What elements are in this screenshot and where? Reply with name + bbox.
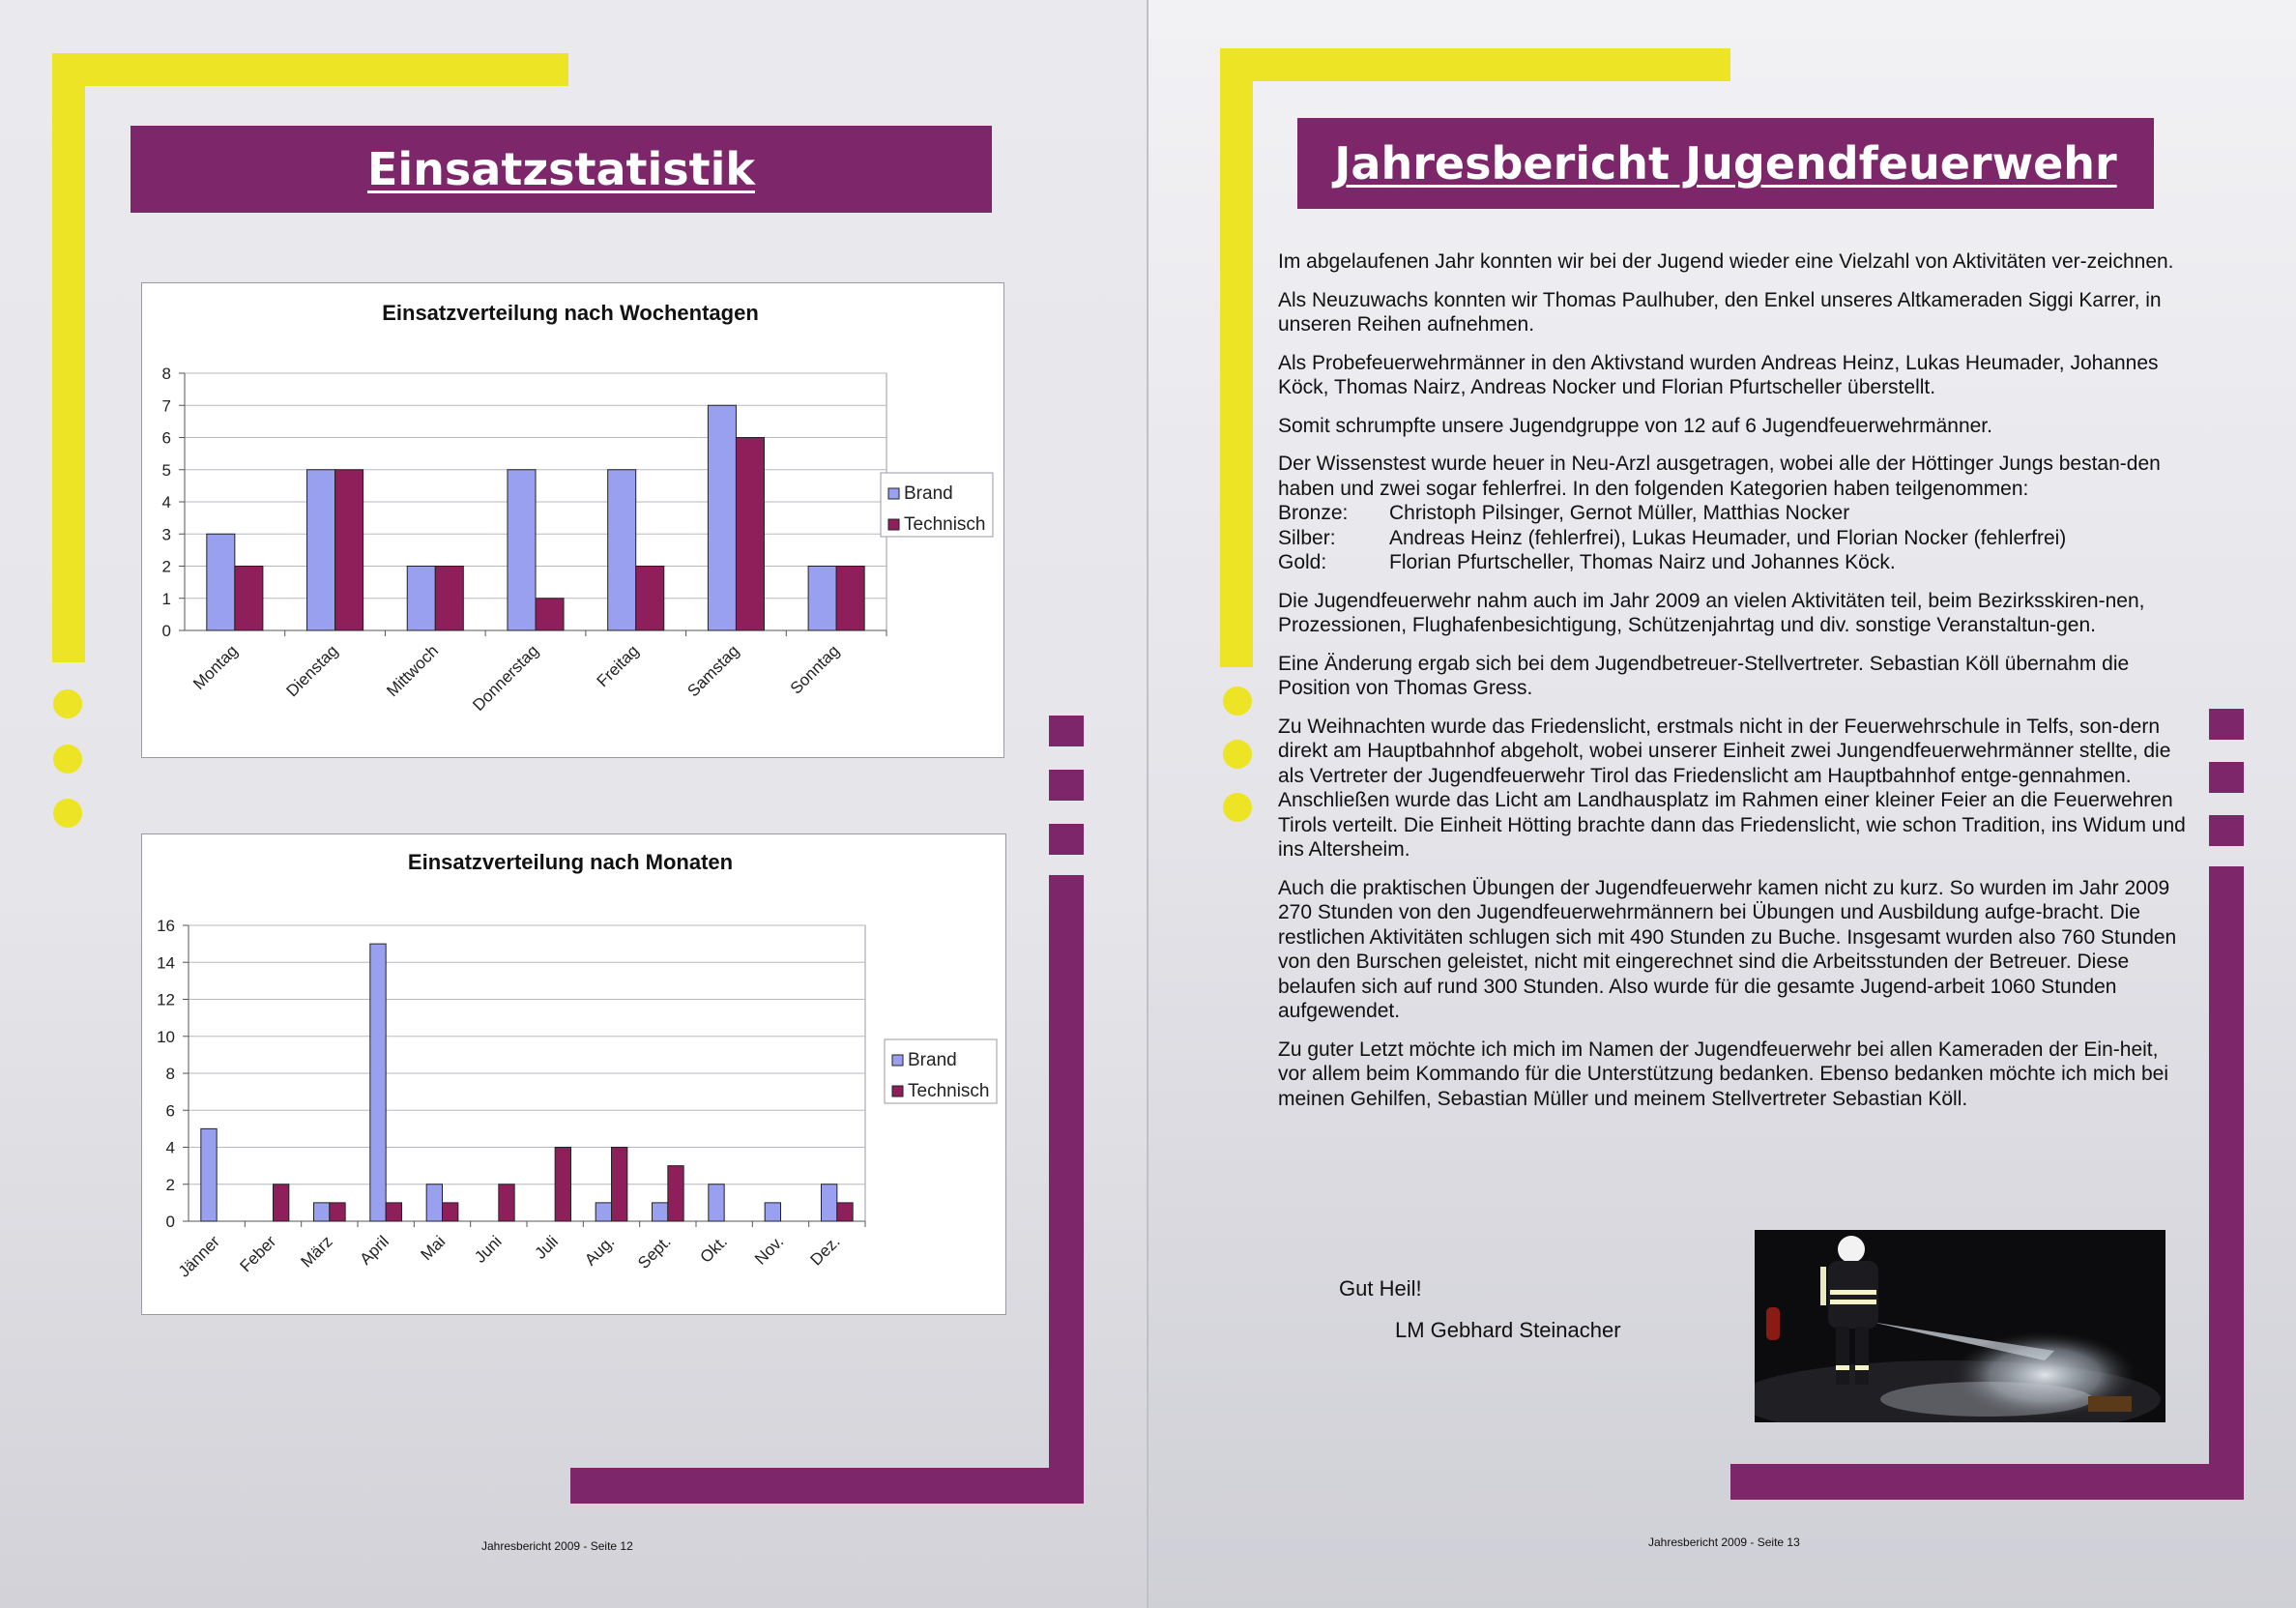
legend-swatch [888,488,899,499]
medal-label: Bronze: [1278,502,1349,524]
y-tick-label: 6 [161,428,171,448]
medal-row-bronze [1278,501,2187,526]
legend-label: Technisch [904,514,986,535]
yellow-frame-top-right [1220,48,1730,81]
bar-brand [201,1128,217,1221]
yellow-frame-side-right [1220,48,1253,667]
signature: LM Gebhard Steinacher [1395,1318,1621,1342]
bar-technisch [335,470,363,630]
x-tick-label: Donnerstag [469,641,542,715]
y-tick-label: 7 [161,396,171,416]
bar-technisch [668,1166,683,1221]
medal-row-gold [1278,550,2187,575]
weekday-chart [141,282,1004,758]
legend-label: Brand [904,483,953,504]
bar-brand [708,405,736,630]
bar-brand [608,470,636,630]
bar-brand [426,1184,442,1221]
medal-label: Silber: [1278,526,1336,549]
bar-technisch [330,1203,345,1221]
y-tick-label: 1 [161,589,171,608]
left-title-bar [131,126,992,213]
bar-technisch [386,1203,401,1221]
x-tick-label: Mai [417,1232,450,1265]
y-tick-label: 6 [165,1101,175,1121]
bar-technisch [736,438,764,631]
paragraph: Auch die praktischen Übungen der Jugendfeuerwehr kamen nicht zu kurz. So wurden im Jahr 2009 270 Stunden von den Jugendfeuerwehrmännern bei Übungen und Ausbildung aufge-bracht. Die restlichen Aktivitäten schlugen sich mit 490 Stunden zu Buche. Insgesamt wurden also 760 Stunden von den Burschen geleistet, nicht mit eingerechnet sind die Arbeitsstunden der Betreuer. Diese belaufen sich auf rund 300 Stunden. Also wurde für die gesamte Jugend-arbeit 1060 Stunden aufgewendet. [1278,876,2177,1022]
x-tick-label: Dienstag [282,641,342,701]
yellow-dot-2 [53,745,82,774]
yellow-frame-side [52,53,85,662]
legend-swatch [892,1086,903,1096]
purple-block-1 [1049,716,1084,746]
y-tick-label: 12 [157,990,175,1009]
medal-names: Florian Pfurtscheller, Thomas Nairz und Johannes Köck. [1389,551,1896,573]
y-tick-label: 0 [161,622,171,640]
x-tick-label: April [356,1232,392,1269]
medal-names: Andreas Heinz (fehlerfrei), Lukas Heumader, und Florian Nocker (fehlerfrei) [1389,526,2067,549]
paragraph: Der Wissenstest wurde heuer in Neu-Arzl ausgetragen, wobei alle der Höttinger Jungs bestan-den haben und zwei sogar fehlerfrei. In den folgenden Kategorien haben teilgenommen: [1278,453,2161,500]
x-tick-label: Dez. [806,1232,844,1270]
paragraph: Zu guter Letzt möchte ich mich im Namen der Jugendfeuerwehr bei allen Kameraden der Ein-heit, vor allem beim Kommando für die Unterstützung bedanken. Ebenso bedanken möchte ich mich bei meinen Gehilfen, Sebastian Müller und meinem Stellvertreter Sebastian Köll. [1278,1038,2169,1110]
legend-swatch [888,519,899,530]
bar-brand [709,1184,724,1221]
x-tick-label: Nov. [751,1232,788,1269]
y-tick-label: 10 [157,1027,175,1046]
y-tick-label: 3 [161,525,171,544]
bar-brand [822,1184,837,1221]
bar-brand [207,534,235,630]
purple-frame-bottom-right [1730,1464,2244,1500]
bar-technisch [536,599,564,630]
firefighter-photo [1755,1230,2165,1422]
y-tick-label: 4 [161,493,171,512]
medal-row-silber [1278,526,2187,551]
x-tick-label: Samstag [683,641,743,701]
bar-brand [314,1203,330,1221]
bar-brand [765,1203,780,1221]
x-tick-label: Sonntag [786,641,843,698]
x-tick-label: Juni [471,1232,506,1267]
yellow-dot-3 [53,799,82,828]
firefighter-photo-drawing [1755,1230,2165,1422]
month-chart [141,833,1006,1315]
bar-technisch [836,567,864,631]
yellow-dot-1 [53,689,82,718]
bar-technisch [274,1184,289,1221]
paragraph: Zu Weihnachten wurde das Friedenslicht, erstmals nicht in der Feuerwehrschule in Telfs, son-dern direkt am Hauptbahnhof abgeholt, wobei unserer Einheit zwei Jungendfeuerwehrmänner stellte, die als Vertreter der Jugendfeuerwehr Tirol das Friedenslicht am Hauptbahnhof entge-gennahmen. Anschließen wurde das Licht am Landhausplatz im Rahmen einer kleiner Feier an die Feuerwehren Tirols verteilt. Die Einheit Hötting brachte dann das Friedenslicht, wie schon Tradition, ins Widum und ins Altersheim. [1278,715,2186,861]
page-title: Einsatzstatistik [366,143,756,195]
y-tick-label: 0 [165,1213,175,1231]
purple-block-6 [2209,815,2244,846]
bar-brand [370,944,386,1221]
x-tick-label: Montag [189,641,242,693]
x-tick-label: Mittwoch [383,641,443,701]
right-title-bar [1297,118,2154,209]
chart-title: Einsatzverteilung nach Monaten [407,850,734,874]
legend-label: Brand [908,1050,957,1070]
chart-title: Einsatzverteilung nach Wochentagen [382,301,759,325]
bar-technisch [499,1184,514,1221]
article-title: Jahresbericht Jugendfeuerwehr [1334,137,2117,190]
y-tick-label: 5 [161,460,171,480]
weekday-chart-svg [142,283,1005,759]
x-tick-label: Aug. [581,1232,619,1270]
yellow-dot-4 [1223,687,1252,716]
bar-brand [808,567,836,631]
bar-brand [307,470,335,630]
purple-frame-bottom [570,1468,1084,1504]
paragraph: Die Jugendfeuerwehr nahm auch im Jahr 2009 an vielen Aktivitäten teil, beim Bezirksskiren-nen, Prozessionen, Flughafenbesichtigung, Schützenjahrtag und div. sonstige Veranstaltun-gen. [1278,589,2145,636]
legend-swatch [892,1055,903,1066]
purple-block-3 [1049,824,1084,855]
y-tick-label: 2 [165,1175,175,1194]
y-tick-label: 2 [161,557,171,576]
yellow-frame-top [52,53,568,86]
x-tick-label: Freitag [593,641,643,691]
bar-technisch [435,567,463,631]
legend-label: Technisch [908,1081,990,1101]
purple-frame-side [1049,875,1084,1504]
y-tick-label: 8 [161,365,171,383]
paragraph: Im abgelaufenen Jahr konnten wir bei der Jugend wieder eine Vielzahl von Aktivitäten ver-zeichnen. [1278,250,2174,273]
purple-block-4 [2209,709,2244,740]
bar-brand [653,1203,668,1221]
medal-names: Christoph Pilsinger, Gernot Müller, Matthias Nocker [1389,502,1850,524]
x-tick-label: März [297,1232,336,1272]
paragraph: Als Probefeuerwehrmänner in den Aktivstand wurden Andreas Heinz, Lukas Heumader, Johannes Köck, Thomas Nairz, Andreas Nocker und Florian Pfurtscheller überstellt. [1278,351,2159,398]
y-tick-label: 8 [165,1065,175,1083]
medal-label: Gold: [1278,551,1327,573]
bar-brand [596,1203,611,1221]
x-tick-label: Juli [531,1232,562,1263]
purple-frame-side-right [2209,866,2244,1500]
greeting: Gut Heil! [1339,1276,1422,1301]
paragraph: Somit schrumpfte unsere Jugendgruppe von 12 auf 6 Jugendfeuerwehrmänner. [1278,414,1992,437]
x-tick-label: Jänner [174,1232,223,1281]
paragraph: Als Neuzuwachs konnten wir Thomas Paulhuber, den Enkel unseres Altkameraden Siggi Karrer, in unseren Reihen aufnehmen. [1278,288,2162,336]
bar-technisch [235,567,263,631]
bar-technisch [443,1203,458,1221]
purple-block-5 [2209,762,2244,793]
yellow-dot-5 [1223,740,1252,769]
wissenstest-block [1278,452,2187,575]
bar-technisch [612,1148,627,1222]
x-tick-label: Feber [236,1232,280,1276]
article-body [1278,249,2187,1125]
left-footer: Jahresbericht 2009 - Seite 12 [481,1539,633,1553]
bar-technisch [555,1148,570,1222]
y-tick-label: 14 [157,953,175,973]
y-tick-label: 16 [157,917,175,935]
month-chart-svg [142,834,1007,1316]
x-tick-label: Okt. [696,1232,731,1267]
bar-brand [407,567,435,631]
right-footer: Jahresbericht 2009 - Seite 13 [1648,1535,1800,1549]
bar-brand [508,470,536,630]
x-tick-label: Sept. [634,1232,675,1272]
paragraph: Eine Änderung ergab sich bei dem Jugendbetreuer-Stellvertreter. Sebastian Köll übernahm die Position von Thomas Gress. [1278,652,2130,699]
yellow-dot-6 [1223,793,1252,822]
y-tick-label: 4 [165,1138,175,1157]
bar-technisch [837,1203,853,1221]
purple-block-2 [1049,770,1084,801]
bar-technisch [636,567,664,631]
